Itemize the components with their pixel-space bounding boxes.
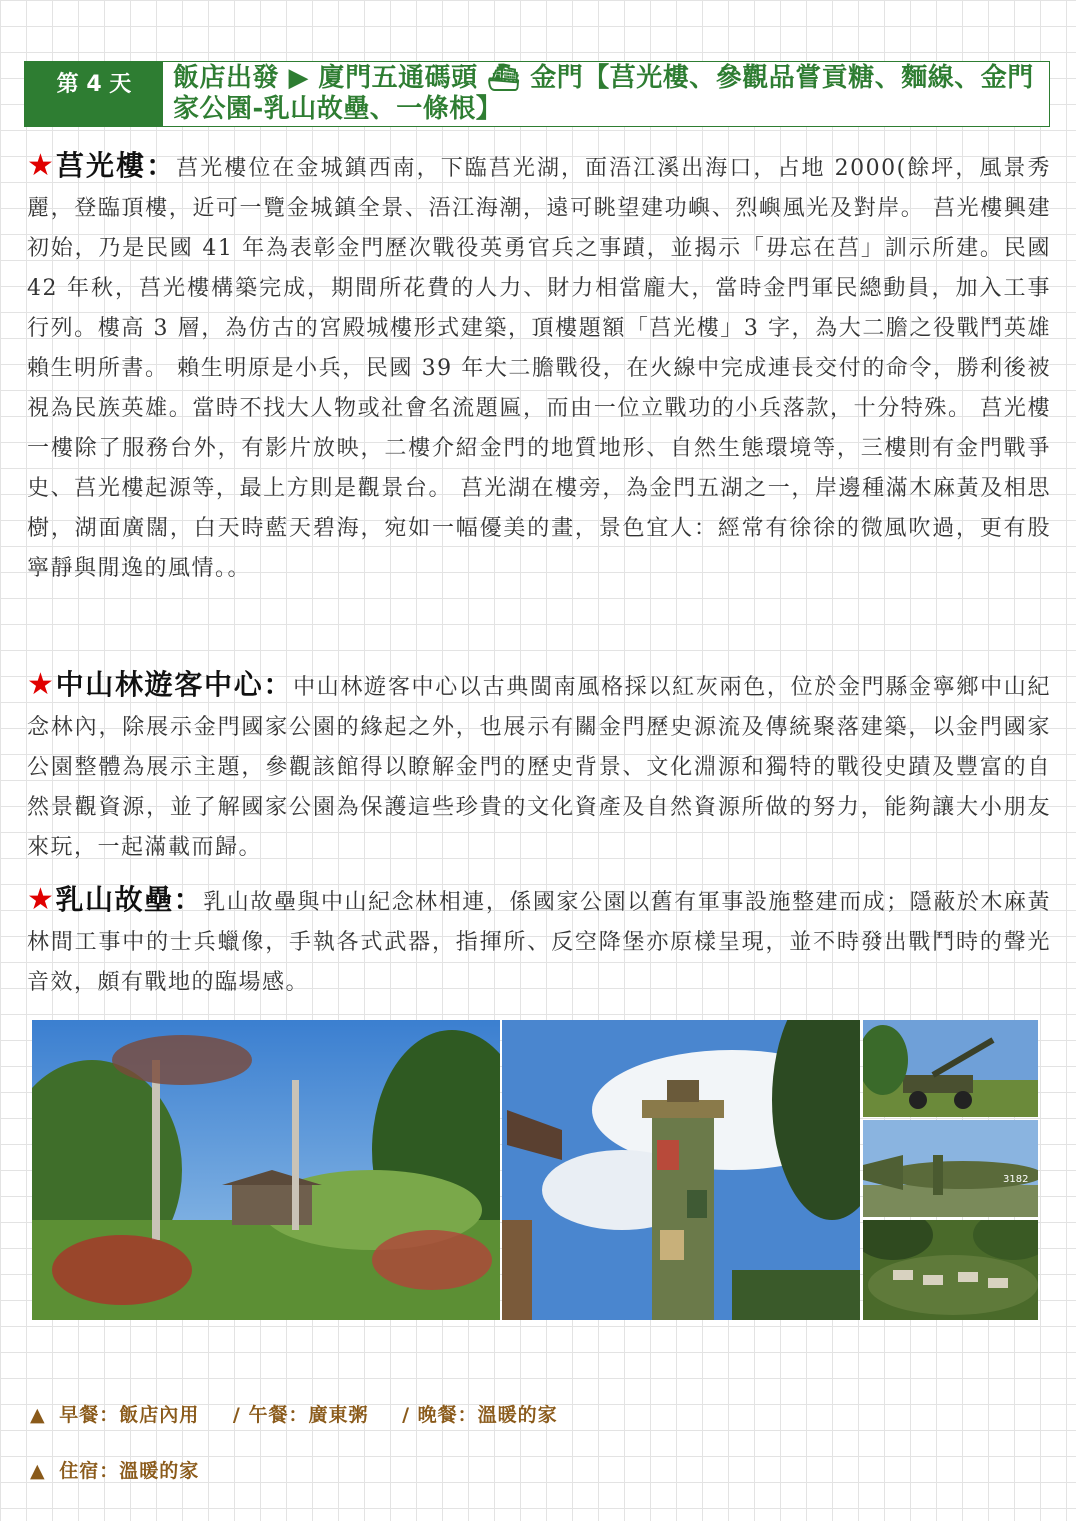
svg-text:3182: 3182 xyxy=(1003,1174,1029,1185)
day-badge: 第 4 天 xyxy=(25,62,163,126)
star-icon: ★ xyxy=(27,882,56,917)
section-body: 莒光樓位在金城鎮西南，下臨莒光湖，面浯江溪出海口，占地 2000(餘坪，風景秀麗，登臨頂樓，近可一覽金城鎮全景、浯江海潮，遠可眺望建功嶼、烈嶼風光及對岸。 莒光樓興建初始，乃是民國 41 年為表彰金門歷次戰役英勇官兵之事蹟，並揭示「毋忘在莒」訓示所建。民國 42 年秋，莒光樓構築完成，期間所花費的人力、財力相當龐大，當時金門軍民總動員，加入工事行列。樓高 3 層，為仿古的宮殿城樓形式建築，頂樓題額「莒光樓」3 字，為大二膽之役戰鬥英雄賴生明所書。 賴生明原是小兵，民國 39 年大二膽戰役，在火線中完成連長交付的命令，勝利後被視為民族英雄。當時不找大人物或社會名流題匾，而由一位立戰功的小兵落款，十分特殊。 莒光樓一樓除了服務台外，有影片放映，二樓介紹金門的地質地形、自然生態環境等，三樓則有金門戰爭史、莒光樓起源等，最上方則是觀景台。 莒光湖在樓旁，為金門五湖之一，岸邊種滿木麻黃及相思樹，湖面廣闊，白天時藍天碧海，宛如一幅優美的畫，景色宜人：經常有徐徐的微風吹過，更有股寧靜與閒逸的風情。。 xyxy=(27,156,1051,581)
lodging: 住宿：溫暖的家 xyxy=(59,1460,200,1482)
section-title: 乳山故壘： xyxy=(55,883,204,916)
section-body: 中山林遊客中心以古典閩南風格採以紅灰兩色，位於金門縣金寧鄉中山紀念林內，除展示金門國家公園的緣起之外，也展示有關金門歷史源流及傳統聚落建築，以金門國家公園整體為展示主題，參觀該館得以瞭解金門的歷史背景、文化淵源和獨特的戰役史蹟及豐富的自然景觀資源，並了解國家公園為保護這些珍貴的文化資產及自然資源所做的努力，能夠讓大小朋友來玩，一起滿載而歸。 xyxy=(27,675,1051,860)
triangle-icon: ▲ xyxy=(30,1404,46,1426)
day-header xyxy=(24,61,1050,127)
star-icon: ★ xyxy=(27,148,56,183)
section-juguang-tower xyxy=(27,146,1051,589)
lodging-info xyxy=(30,1456,205,1483)
lunch: / 午餐：廣東粥 xyxy=(232,1404,369,1426)
pond-photo xyxy=(863,1220,1038,1320)
dinner: / 晚餐：溫暖的家 xyxy=(402,1404,558,1426)
section-rushan-fort xyxy=(27,880,1051,1003)
route-title: 飯店出發 ▶ 廈門五通碼頭 ⛴ 金門【莒光樓、參觀品嘗貢糖、麵線、金門家公園-乳山故壘、一條根】 xyxy=(173,63,1034,124)
section-zhongshan-visitor-center xyxy=(27,665,1051,868)
aircraft-photo xyxy=(863,1120,1038,1217)
triangle-icon: ▲ xyxy=(30,1460,46,1482)
section-title: 中山林遊客中心： xyxy=(55,668,294,701)
section-title: 莒光樓： xyxy=(55,149,177,182)
star-icon: ★ xyxy=(27,667,56,702)
meal-info xyxy=(30,1400,564,1427)
artillery-photo xyxy=(863,1020,1038,1117)
camo-tower-photo xyxy=(502,1020,860,1320)
section-body: 乳山故壘與中山紀念林相連，係國家公園以舊有軍事設施整建而成；隱蔽於木麻黃林間工事中的士兵蠟像，手執各式武器，指揮所、反空降堡亦原樣呈現，並不時發出戰鬥時的聲光音效，頗有戰地的臨場感。 xyxy=(27,890,1051,995)
photo-collage xyxy=(32,1020,1038,1320)
breakfast: 早餐：飯店內用 xyxy=(59,1404,200,1426)
garden-photo xyxy=(32,1020,500,1320)
